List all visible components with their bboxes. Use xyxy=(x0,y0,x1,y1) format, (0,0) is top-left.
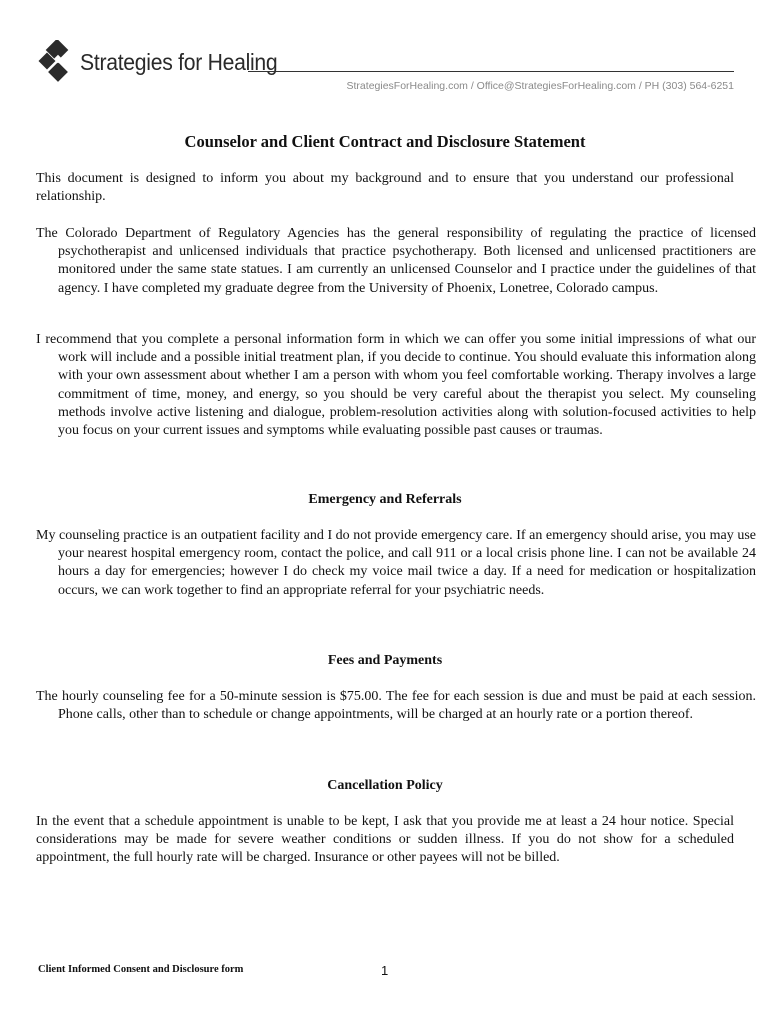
cancellation-heading: Cancellation Policy xyxy=(327,778,443,793)
page-number: 1 xyxy=(381,963,389,978)
document-title: Counselor and Client Contract and Disclosure Statement xyxy=(184,132,586,151)
logo-mark-icon xyxy=(38,40,74,84)
intro-paragraph: This document is designed to inform you about my background and to ensure that you understand our professional relationship. xyxy=(36,171,734,205)
brand-logo xyxy=(38,40,295,84)
logo-text: Strategies for Healing xyxy=(80,48,278,75)
contact-info: StrategiesForHealing.com / Office@StrategiesForHealing.com / PH (303) 564-6251 xyxy=(346,80,734,92)
fees-paragraph: The hourly counseling fee for a 50-minute session is $75.00. The fee for each session is due and must be paid at each session. Phone calls, other than to schedule or change appointments, will be charged at an hourly rate or a portion thereof. xyxy=(36,689,756,723)
fees-heading: Fees and Payments xyxy=(327,653,443,668)
emergency-paragraph: My counseling practice is an outpatient facility and I do not provide emergency care. If an emergency should arise, you may use your nearest hospital emergency room, contact the police, and call 911 or a local crisis phone line. I can not be available 24 hours a day for emergencies; however I do check my voice mail twice a day. If a need for medication or hospitalization occurs, we can work together to find an appropriate referral for your psychiatric needs. xyxy=(36,528,756,598)
emergency-heading: Emergency and Referrals xyxy=(308,492,462,507)
recommendation-paragraph: I recommend that you complete a personal information form in which we can offer you some initial impressions of what our work will include and a possible initial treatment plan, if you decide to continue. You should evaluate this information along with your own assessment about whether I am a person with whom you feel comfortable working. Therapy involves a large commitment of time, money, and energy, so you should be very careful about the therapist you select. My counseling methods involve active listening and dialogue, problem-resolution activities along with solution-focused activities to help you focus on your current issues and symptoms while evaluating possible past causes or traumas. xyxy=(36,332,756,439)
header-rule xyxy=(248,71,734,72)
cancellation-paragraph: In the event that a schedule appointment is unable to be kept, I ask that you provide me at least a 24 hour notice. Special considerations may be made for severe weather conditions or sudden illness. If you do not show for a scheduled appointment, the full hourly rate will be charged. Insurance or other payees will not be billed. xyxy=(36,814,734,866)
footer-form-name: Client Informed Consent and Disclosure form xyxy=(38,964,244,975)
regulation-paragraph: The Colorado Department of Regulatory Agencies has the general responsibility of regulating the practice of licensed psychotherapist and unlicensed individuals that practice psychotherapy. Both licensed and unlicensed practitioners are monitored under the same state statues. I am currently an unlicensed Counselor and I practice under the guidelines of that agency. I have completed my graduate degree from the University of Phoenix, Lonetree, Colorado campus. xyxy=(36,226,756,296)
